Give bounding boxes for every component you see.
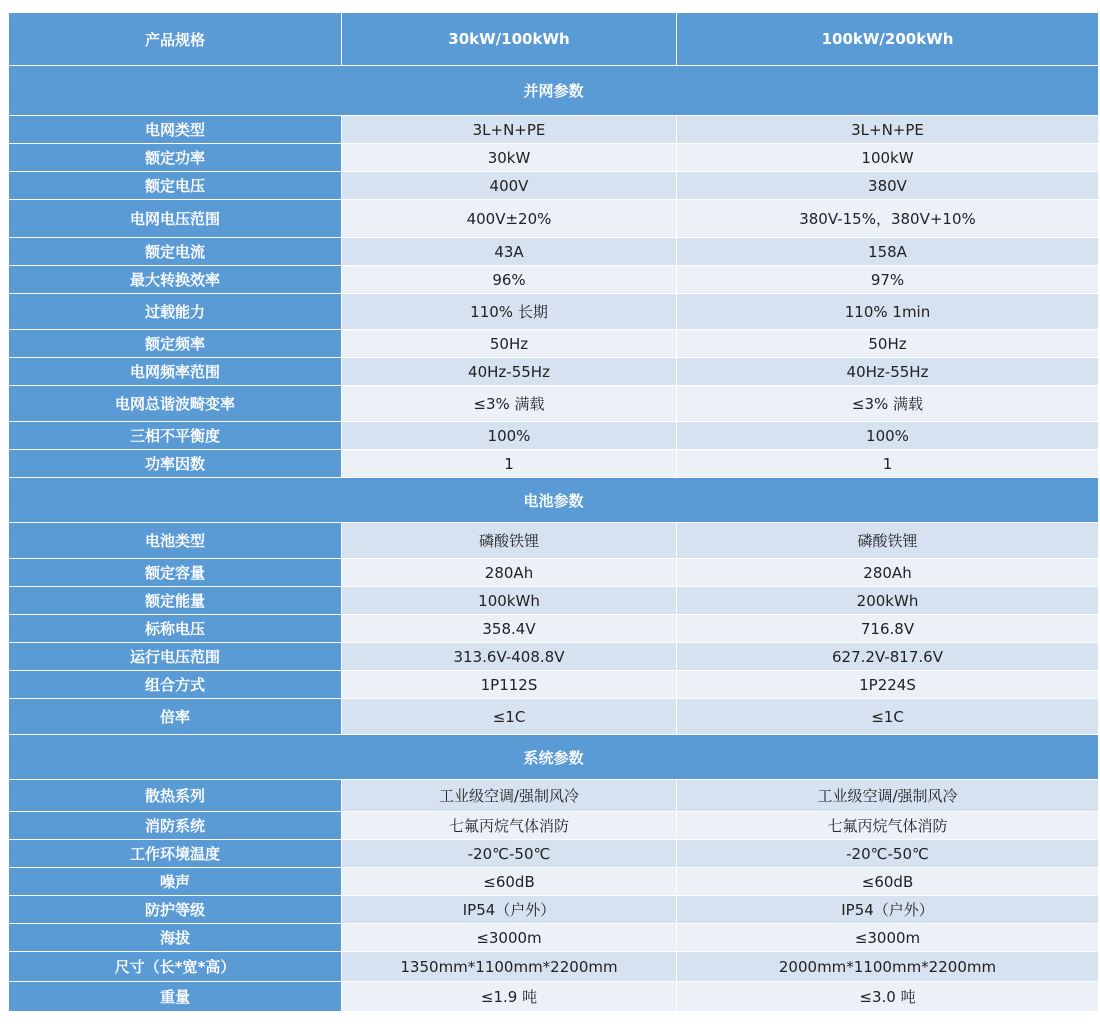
spec-label: 额定功率 — [9, 144, 342, 172]
spec-row — [9, 643, 1099, 671]
spec-table — [8, 12, 1099, 1012]
spec-row — [9, 952, 1099, 982]
spec-label: 运行电压范围 — [9, 643, 342, 671]
spec-label: 额定电流 — [9, 238, 342, 266]
spec-row — [9, 450, 1099, 478]
spec-value-30kw: 50Hz — [342, 330, 677, 358]
spec-value-30kw: IP54（户外） — [342, 896, 677, 924]
spec-label: 噪声 — [9, 868, 342, 896]
section-title: 并网参数 — [9, 66, 1099, 116]
spec-value-100kw: 110% 1min — [677, 294, 1099, 330]
header-spec-label: 产品规格 — [9, 13, 342, 66]
spec-value-30kw: 1 — [342, 450, 677, 478]
spec-value-100kw: 100% — [677, 422, 1099, 450]
spec-value-100kw: ≤60dB — [677, 868, 1099, 896]
spec-row — [9, 523, 1099, 559]
spec-label: 电网频率范围 — [9, 358, 342, 386]
spec-value-30kw: 100kWh — [342, 587, 677, 615]
spec-row — [9, 896, 1099, 924]
spec-value-100kw: IP54（户外） — [677, 896, 1099, 924]
spec-value-30kw: 400V±20% — [342, 200, 677, 238]
spec-row — [9, 868, 1099, 896]
spec-value-100kw: 200kWh — [677, 587, 1099, 615]
spec-label: 额定能量 — [9, 587, 342, 615]
spec-value-30kw: 110% 长期 — [342, 294, 677, 330]
spec-row — [9, 116, 1099, 144]
spec-value-30kw: 280Ah — [342, 559, 677, 587]
spec-value-100kw: 50Hz — [677, 330, 1099, 358]
spec-value-30kw: ≤1C — [342, 699, 677, 735]
spec-row — [9, 330, 1099, 358]
spec-value-100kw: ≤3000m — [677, 924, 1099, 952]
spec-value-100kw: 380V-15%，380V+10% — [677, 200, 1099, 238]
spec-label: 电网类型 — [9, 116, 342, 144]
spec-value-100kw: 280Ah — [677, 559, 1099, 587]
spec-value-100kw: 158A — [677, 238, 1099, 266]
spec-value-30kw: 1P112S — [342, 671, 677, 699]
spec-label: 重量 — [9, 982, 342, 1012]
spec-row — [9, 840, 1099, 868]
spec-value-100kw: 七氟丙烷气体消防 — [677, 812, 1099, 840]
spec-row — [9, 615, 1099, 643]
section-header — [9, 735, 1099, 780]
section-title: 电池参数 — [9, 478, 1099, 523]
spec-value-100kw: 1P224S — [677, 671, 1099, 699]
spec-label: 组合方式 — [9, 671, 342, 699]
spec-value-30kw: 400V — [342, 172, 677, 200]
spec-value-30kw: ≤60dB — [342, 868, 677, 896]
spec-label: 功率因数 — [9, 450, 342, 478]
spec-label: 防护等级 — [9, 896, 342, 924]
spec-label: 标称电压 — [9, 615, 342, 643]
spec-value-30kw: ≤3000m — [342, 924, 677, 952]
spec-value-100kw: 3L+N+PE — [677, 116, 1099, 144]
section-title: 系统参数 — [9, 735, 1099, 780]
spec-value-100kw: 磷酸铁锂 — [677, 523, 1099, 559]
spec-row — [9, 780, 1099, 812]
spec-value-30kw: 工业级空调/强制风冷 — [342, 780, 677, 812]
spec-value-30kw: ≤1.9 吨 — [342, 982, 677, 1012]
spec-row — [9, 294, 1099, 330]
spec-value-30kw: 43A — [342, 238, 677, 266]
spec-value-30kw: ≤3% 满载 — [342, 386, 677, 422]
section-header — [9, 478, 1099, 523]
spec-label: 电网总谐波畸变率 — [9, 386, 342, 422]
spec-value-100kw: ≤3.0 吨 — [677, 982, 1099, 1012]
spec-label: 散热系列 — [9, 780, 342, 812]
spec-row — [9, 238, 1099, 266]
spec-label: 过载能力 — [9, 294, 342, 330]
spec-row — [9, 699, 1099, 735]
spec-value-30kw: 3L+N+PE — [342, 116, 677, 144]
spec-label: 额定电压 — [9, 172, 342, 200]
spec-row — [9, 358, 1099, 386]
spec-value-100kw: 380V — [677, 172, 1099, 200]
spec-row — [9, 982, 1099, 1012]
spec-label: 倍率 — [9, 699, 342, 735]
spec-row — [9, 386, 1099, 422]
spec-value-100kw: -20℃-50℃ — [677, 840, 1099, 868]
spec-value-100kw: 97% — [677, 266, 1099, 294]
spec-label: 电池类型 — [9, 523, 342, 559]
spec-value-30kw: -20℃-50℃ — [342, 840, 677, 868]
spec-label: 工作环境温度 — [9, 840, 342, 868]
spec-value-100kw: 716.8V — [677, 615, 1099, 643]
spec-value-100kw: 40Hz-55Hz — [677, 358, 1099, 386]
spec-label: 消防系统 — [9, 812, 342, 840]
spec-value-30kw: 96% — [342, 266, 677, 294]
spec-row — [9, 172, 1099, 200]
spec-value-30kw: 40Hz-55Hz — [342, 358, 677, 386]
spec-row — [9, 266, 1099, 294]
spec-body — [9, 66, 1099, 1012]
spec-value-100kw: 627.2V-817.6V — [677, 643, 1099, 671]
spec-value-30kw: 100% — [342, 422, 677, 450]
spec-value-30kw: 30kW — [342, 144, 677, 172]
spec-value-30kw: 358.4V — [342, 615, 677, 643]
spec-label: 额定频率 — [9, 330, 342, 358]
spec-value-30kw: 七氟丙烷气体消防 — [342, 812, 677, 840]
spec-row — [9, 671, 1099, 699]
spec-row — [9, 812, 1099, 840]
spec-label: 三相不平衡度 — [9, 422, 342, 450]
spec-value-100kw: ≤1C — [677, 699, 1099, 735]
spec-value-100kw: ≤3% 满载 — [677, 386, 1099, 422]
header-model-30kw: 30kW/100kWh — [342, 13, 677, 66]
spec-value-30kw: 磷酸铁锂 — [342, 523, 677, 559]
header-row — [9, 13, 1099, 66]
spec-value-30kw: 1350mm*1100mm*2200mm — [342, 952, 677, 982]
spec-value-100kw: 2000mm*1100mm*2200mm — [677, 952, 1099, 982]
spec-label: 额定容量 — [9, 559, 342, 587]
spec-row — [9, 144, 1099, 172]
spec-value-100kw: 1 — [677, 450, 1099, 478]
spec-label: 最大转换效率 — [9, 266, 342, 294]
spec-value-100kw: 100kW — [677, 144, 1099, 172]
spec-row — [9, 422, 1099, 450]
spec-row — [9, 200, 1099, 238]
spec-value-100kw: 工业级空调/强制风冷 — [677, 780, 1099, 812]
spec-label: 电网电压范围 — [9, 200, 342, 238]
spec-value-30kw: 313.6V-408.8V — [342, 643, 677, 671]
header-model-100kw: 100kW/200kWh — [677, 13, 1099, 66]
section-header — [9, 66, 1099, 116]
spec-row — [9, 587, 1099, 615]
spec-row — [9, 924, 1099, 952]
spec-label: 海拔 — [9, 924, 342, 952]
spec-label: 尺寸（长*宽*高） — [9, 952, 342, 982]
spec-row — [9, 559, 1099, 587]
